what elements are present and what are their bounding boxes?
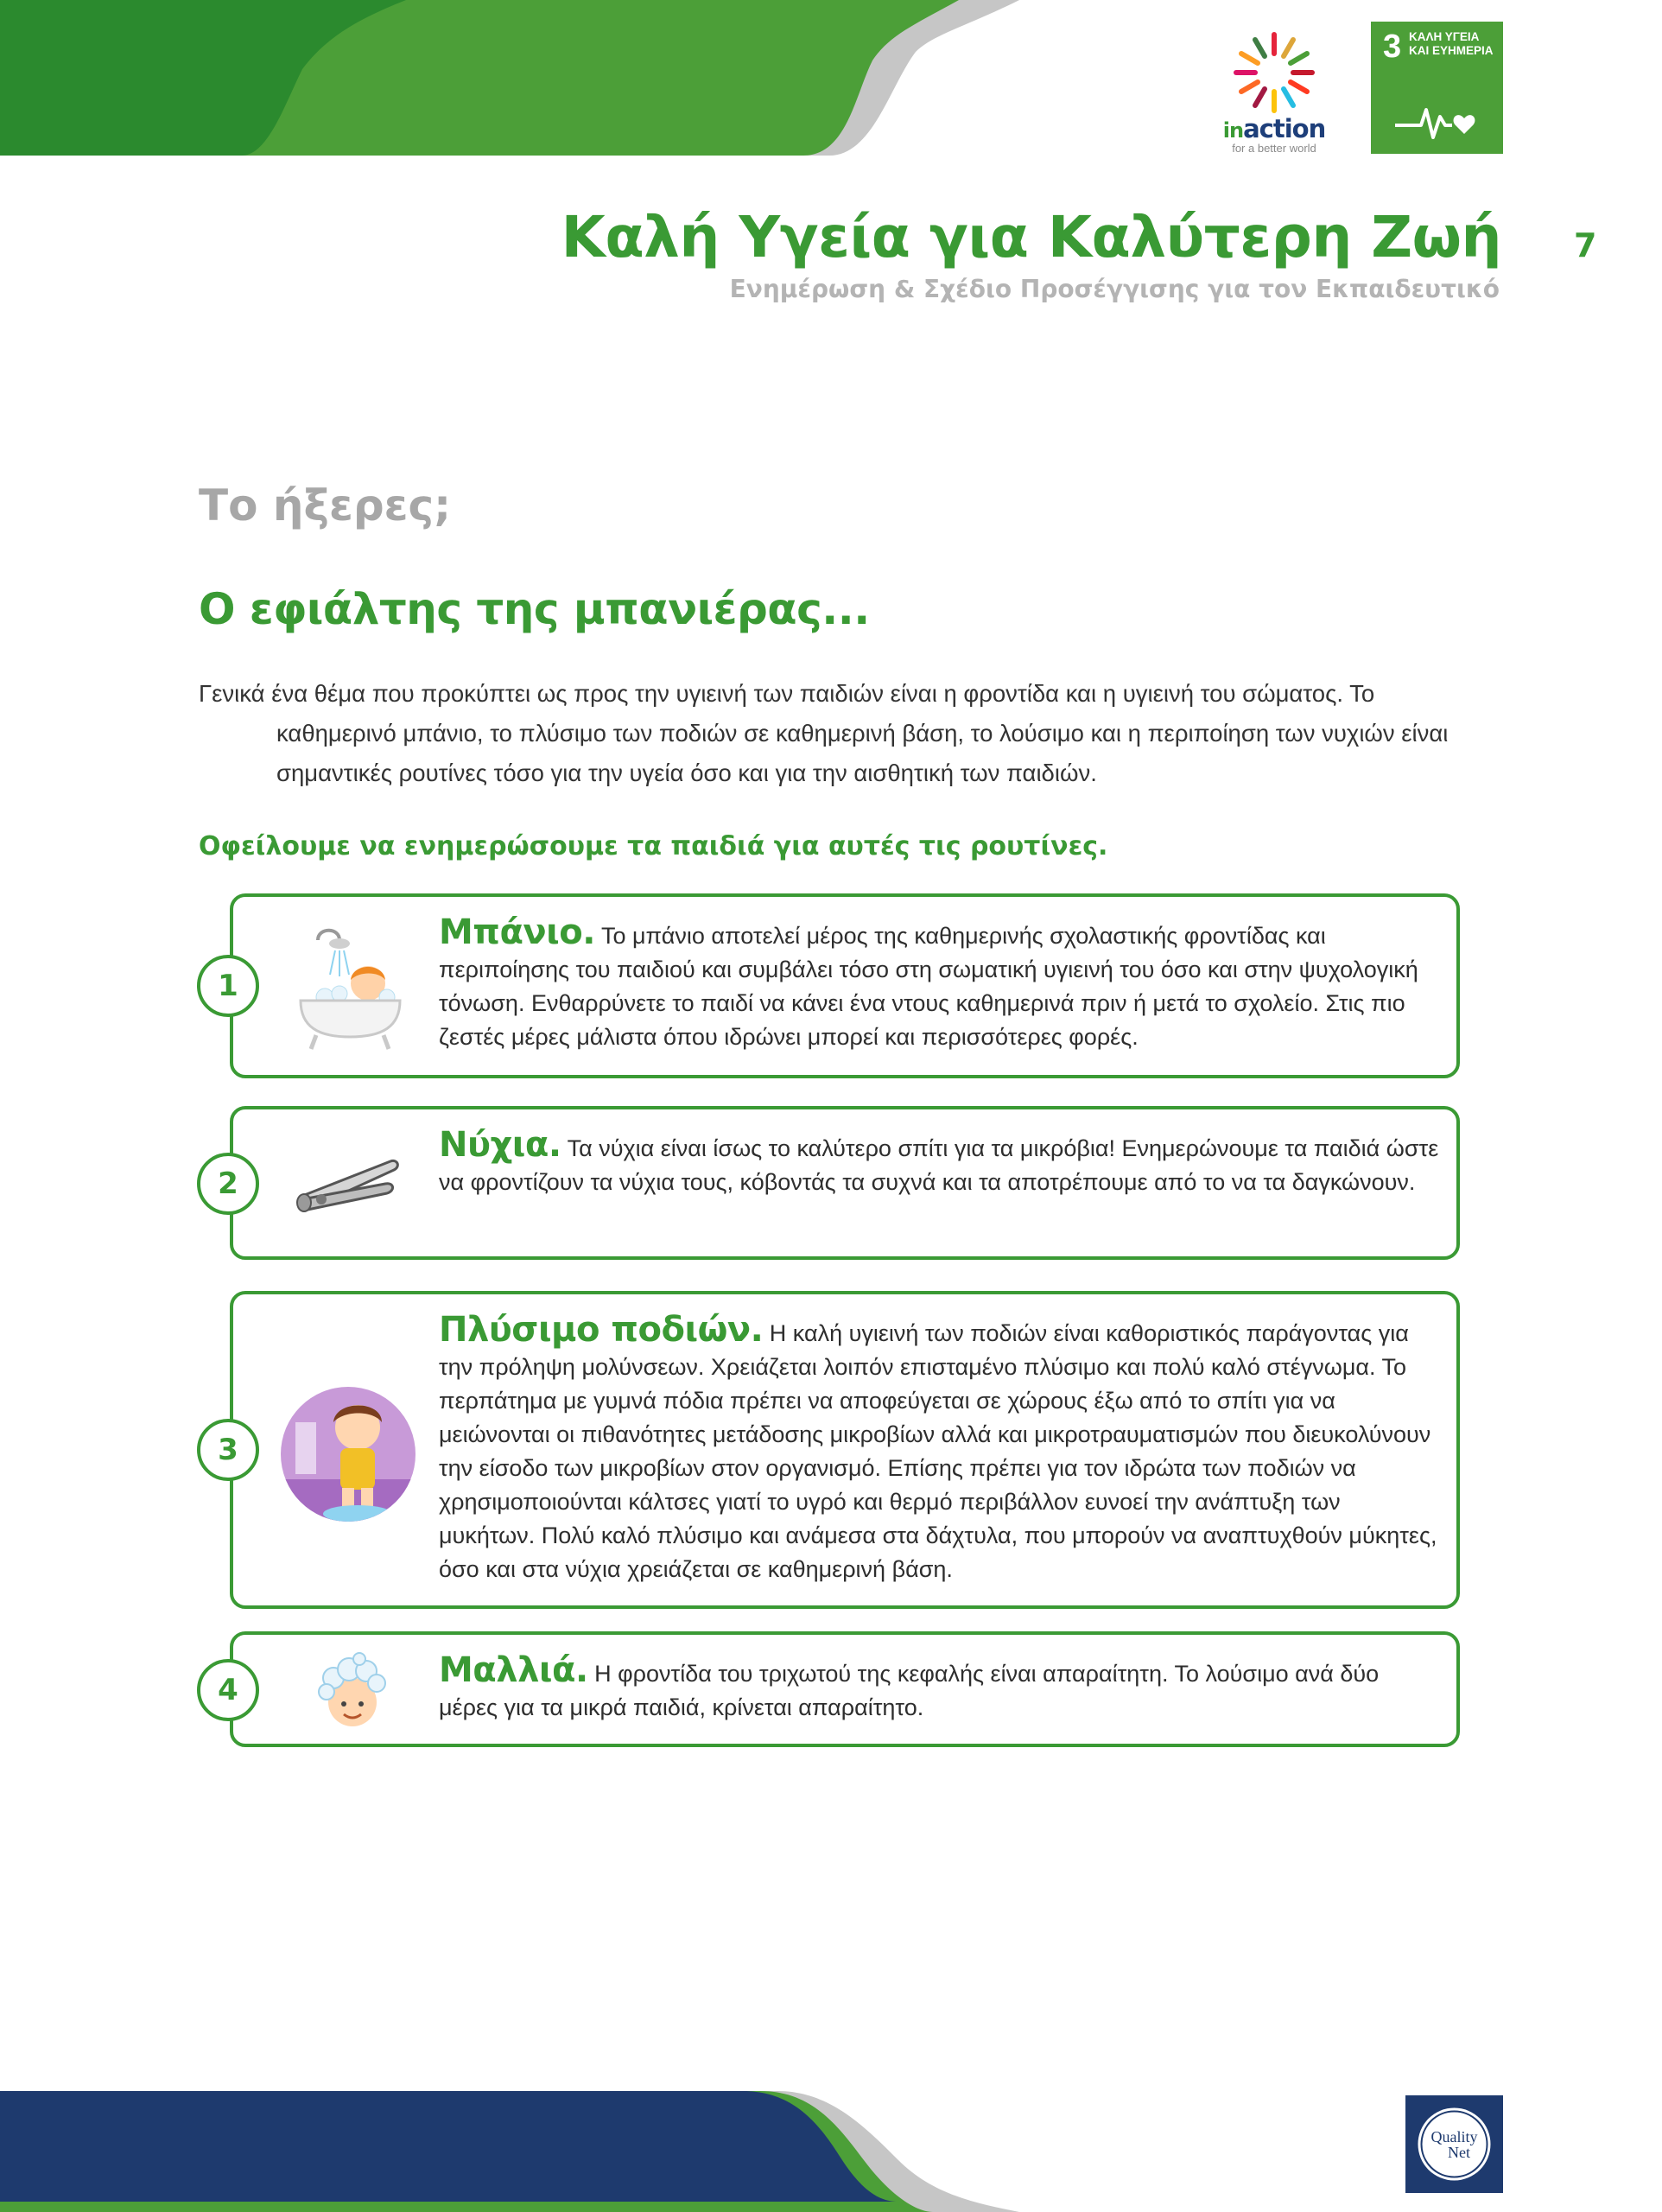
- page-subtitle: Ενημέρωση & Σχέδιο Προσέγγισης για τον Εκπαιδευτικό: [729, 275, 1500, 303]
- bathtub-icon: [292, 923, 404, 1052]
- inaction-logo-text: inaction: [1222, 114, 1326, 143]
- hair-washing-icon: [308, 1649, 397, 1738]
- card-number-badge: 4: [197, 1659, 259, 1721]
- card-title: Μπάνιο.: [439, 912, 595, 952]
- card-number-badge: 2: [197, 1153, 259, 1215]
- intro-first-line: Γενικά ένα θέμα που προκύπτει ως προς την υγιεινή των παιδιών είναι η φροντίδα και η υγιεινή του σώματος. Το: [199, 680, 1375, 707]
- sdg-label: ΚΑΛΗ ΥΓΕΙΑ ΚΑΙ ΕΥΗΜΕΡΙΑ: [1409, 30, 1494, 57]
- header-band: [0, 0, 1019, 156]
- card-title: Μαλλιά.: [439, 1650, 588, 1690]
- routine-card-hair: [230, 1631, 1460, 1747]
- page-number: 7: [1574, 226, 1597, 264]
- routine-card-nails: [230, 1106, 1460, 1260]
- card-body: Η καλή υγιεινή των ποδιών είναι καθοριστικός παράγοντας για την πρόληψη μολύνσεων. Χρειάζεται λοιπόν επισταμένο πλύσιμο και πολύ καλό στέγνωμα. Το περπάτημα με γυμνά πόδια πρέπει να αποφεύγεται σε χώρους έξω από το σπίτι για να μειώνονται οι πιθανότητες μετάδοσης μικροβίων αλλά και μικροτραυματισμών που διευκολύνουν την είσοδο των μικροβίων στον οργανισμό. Επίσης πρέπει για τον ιδρώτα των ποδιών να χρησιμοποιούνται κάλτσες γιατί το υγρό και θερμό περιβάλλον ευνοεί την ανάπτυξη των μυκήτων. Πολύ καλό πλύσιμο και ανάμεσα στα δάχτυλα, που μπορούν να αναπτυχθούν μύκητες, όσο και στα νύχια χρειάζεται σε καθημερινή βάση.: [439, 1320, 1437, 1582]
- card-title: Νύχια.: [439, 1125, 561, 1165]
- did-you-know-heading: Το ήξερες;: [199, 480, 452, 531]
- card-text: [439, 1125, 1441, 1199]
- card-number-badge: 1: [197, 955, 259, 1017]
- footer-band: [0, 2091, 1019, 2212]
- routine-card-foot-washing: [230, 1291, 1460, 1609]
- intro-paragraph: [199, 674, 1469, 793]
- quality-net-emblem-icon: [1405, 2095, 1503, 2193]
- heartbeat-icon: [1395, 99, 1481, 143]
- card-title: Πλύσιμο ποδιών.: [439, 1310, 764, 1350]
- sdg-goal-badge: [1371, 22, 1503, 154]
- intro-continuation: καθημερινό μπάνιο, το πλύσιμο των ποδιών σε καθημερινή βάση, το λούσιμο και η περιποίηση των νυχιών είναι σημαντικές ρουτίνες τόσο για την υγεία όσο και για την αισθητική των παιδιών.: [276, 720, 1449, 786]
- card-text: [439, 1310, 1441, 1586]
- card-body: Η φροντίδα του τριχωτού της κεφαλής είναι απαραίτητη. Το λούσιμο ανά δύο μέρες για τα μικρά παιδιά, κρίνεται απαραίτητο.: [439, 1661, 1380, 1720]
- card-body: Τα νύχια είναι ίσως το καλύτερο σπίτι για τα μικρόβια! Ενημερώνουμε τα παιδιά ώστε να φροντίζουν τα νύχια τους, κόβοντάς τα συχνά και τα αποτρέπουμε από το να τα δαγκώνουν.: [439, 1135, 1439, 1195]
- quality-logo-line2: Net: [1448, 2144, 1470, 2161]
- routine-card-bath: [230, 893, 1460, 1078]
- nail-clipper-icon: [295, 1146, 404, 1218]
- card-body: Το μπάνιο αποτελεί μέρος της καθημερινής σχολαστικής φροντίδας και περιποίησης του παιδιού και συμβάλει τόσο στη σωματική υγιεινή του όσο και στην ψυχολογική τόνωση. Ενθαρρύνετε το παιδί να κάνει ένα ντους καθημερινά πριν ή μετά το σχολείο. Στις πιο ζεστές μέρες μάλιστα όπου ιδρώνει μπορεί και περισσότερες φορές.: [439, 923, 1418, 1050]
- page-title: Καλή Υγεία για Καλύτερη Ζωή: [561, 204, 1501, 270]
- card-number-badge: 3: [197, 1419, 259, 1481]
- card-text: [439, 912, 1441, 1054]
- callout-text: Οφείλουμε να ενημερώσουμε τα παιδιά για αυτές τις ρουτίνες.: [199, 831, 1108, 861]
- foot-washing-icon: [278, 1384, 418, 1524]
- quality-net-logo: [1405, 2095, 1503, 2193]
- sdg-number: 3: [1383, 29, 1402, 65]
- inaction-tagline: for a better world: [1232, 142, 1316, 155]
- section-heading: Ο εφιάλτης της μπανιέρας...: [199, 584, 870, 634]
- card-text: [439, 1650, 1441, 1725]
- quality-logo-line1: Quality: [1430, 2128, 1478, 2145]
